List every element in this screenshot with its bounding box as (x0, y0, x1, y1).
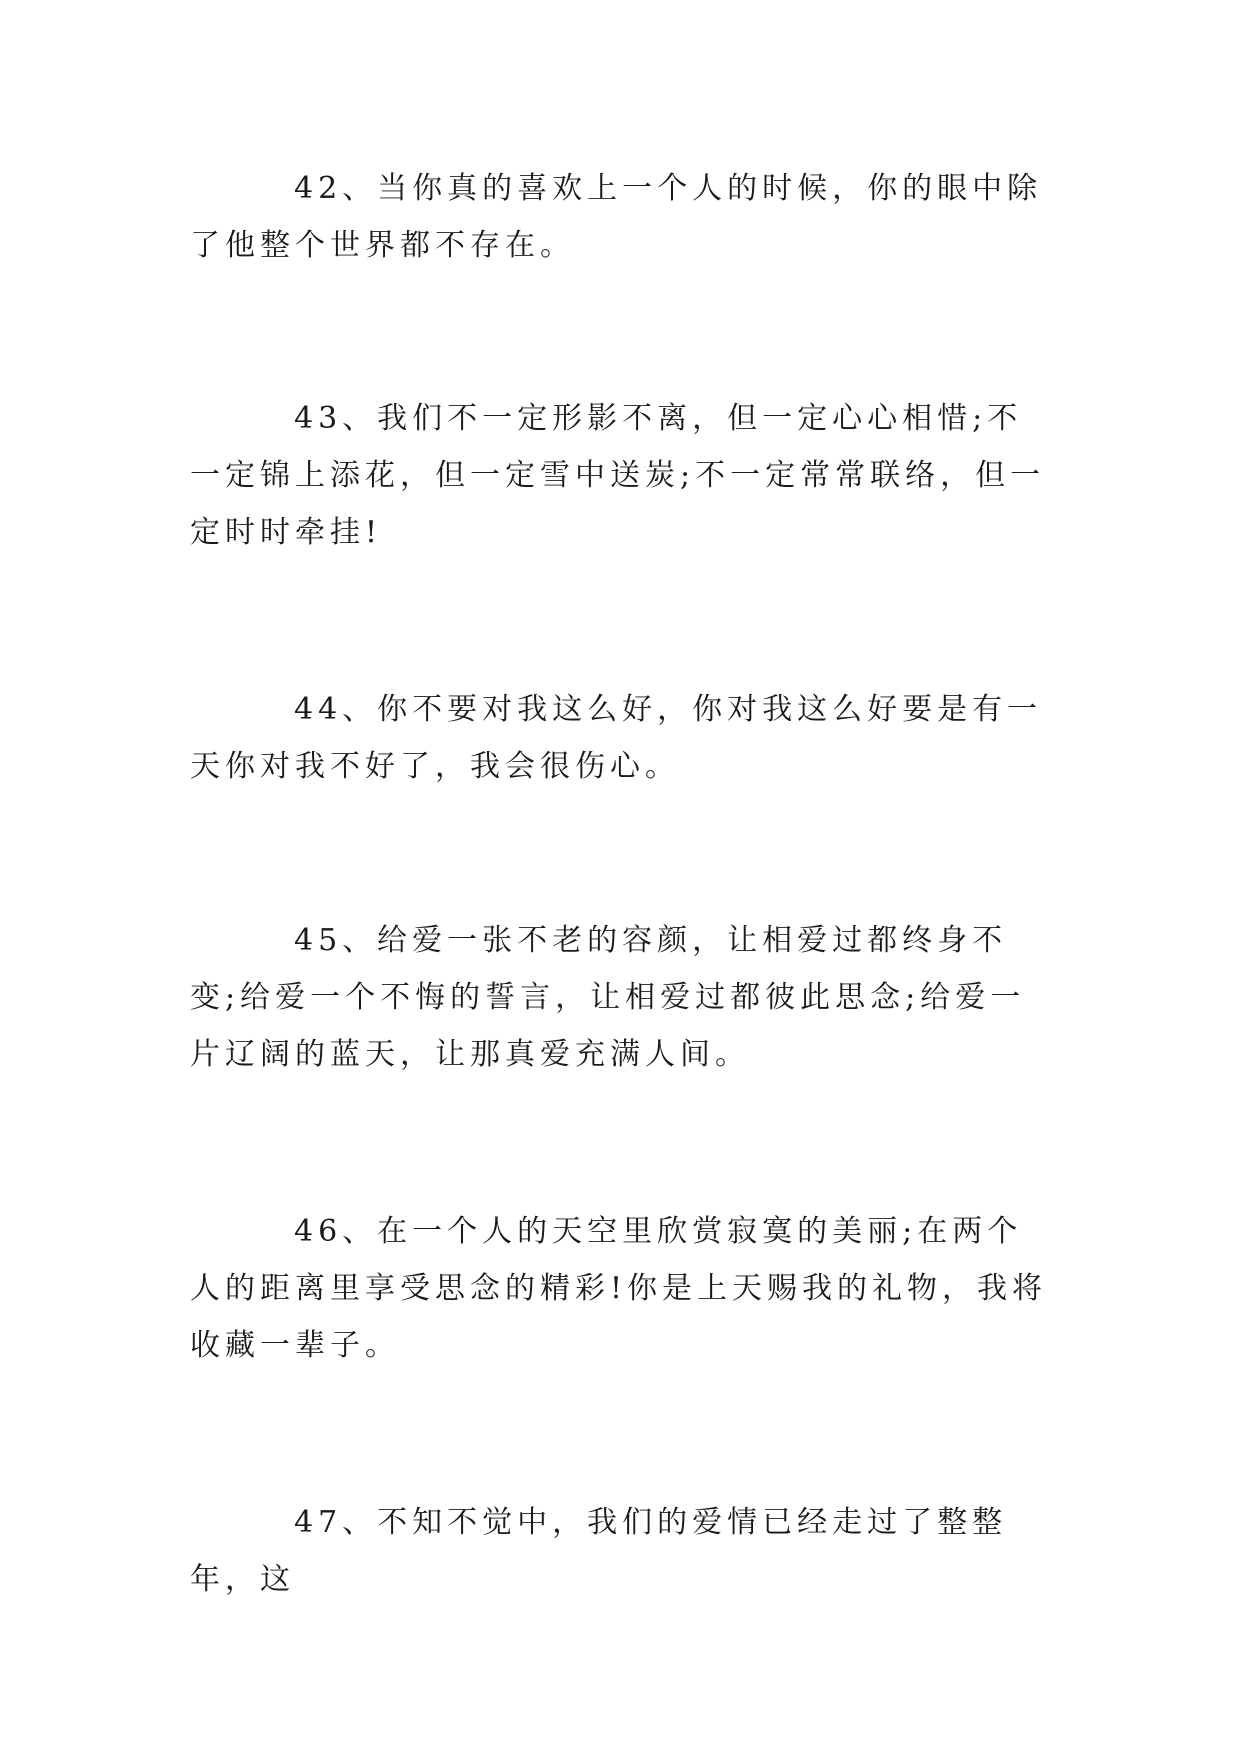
paragraph-46: 46、在一个人的天空里欣赏寂寞的美丽;在两个人的距离里享受思念的精彩!你是上天赐我的礼物，我将收藏一辈子。 (190, 1214, 1048, 1363)
paragraph-47: 47、不知不觉中，我们的爱情已经走过了整整年，这 (190, 1505, 1008, 1597)
paragraph-45: 45、给爱一张不老的容颜，让相爱过都终身不变;给爱一个不悔的誓言，让相爱过都彼此思念;给爱一片辽阔的蓝天，让那真爱充满人间。 (190, 923, 1026, 1072)
paragraph-43: 43、我们不一定形影不离，但一定心心相惜;不一定锦上添花，但一定雪中送炭;不一定常常联络，但一定时时牵挂! (190, 401, 1046, 550)
paragraph-44: 44、你不要对我这么好，你对我这么好要是有一天你对我不好了，我会很伤心。 (190, 692, 1043, 784)
paragraph-42: 42、当你真的喜欢上一个人的时候，你的眼中除了他整个世界都不存在。 (190, 171, 1043, 263)
